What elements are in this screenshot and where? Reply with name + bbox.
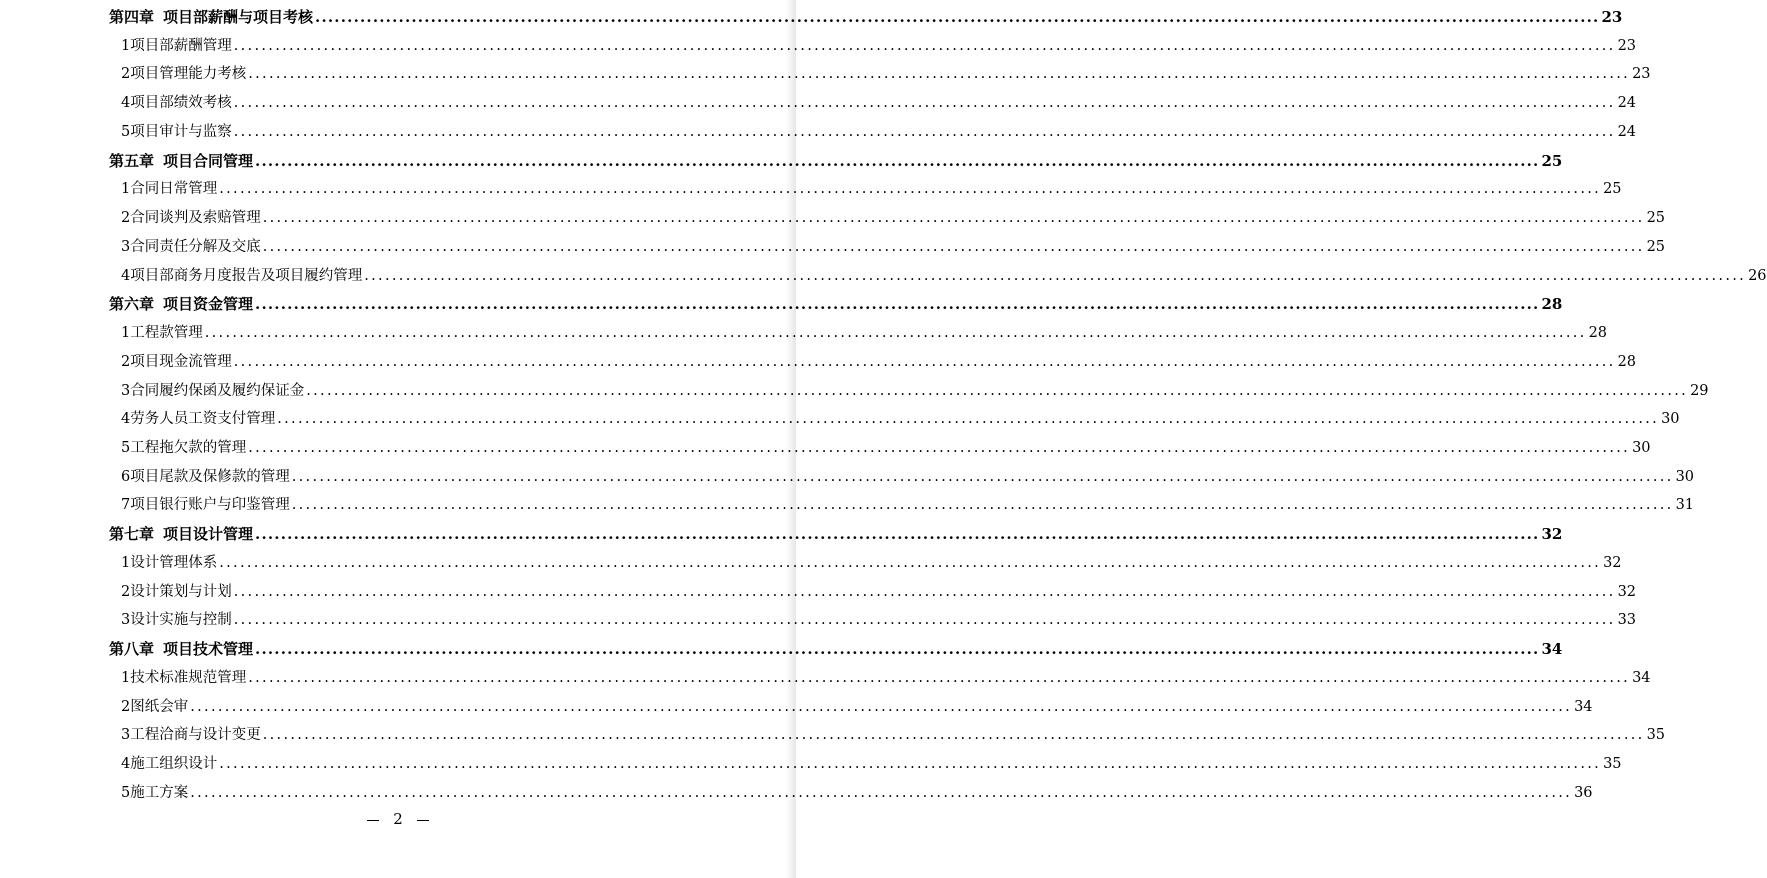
chapter-label: 第六章 — [109, 295, 155, 314]
section-number: 1 — [121, 37, 131, 54]
toc-section-entry[interactable] — [109, 491, 1695, 520]
toc-chapter-entry[interactable] — [109, 290, 1563, 319]
dot-leader: ........................................................................................................................................................................................................ — [255, 640, 1540, 659]
section-title: 技术标准规范管理 — [130, 669, 247, 686]
page-number: 30 — [1661, 411, 1680, 428]
section-number: 2 — [121, 210, 131, 227]
page-number: 25 — [1646, 210, 1666, 227]
chapter-title: 项目合同管理 — [163, 151, 254, 170]
toc-section-entry[interactable] — [109, 118, 1637, 147]
dot-leader: ........................................................................................................................................................................................................ — [262, 727, 1645, 744]
section-number: 4 — [121, 267, 131, 284]
dot-leader: ........................................................................................................................................................................................................ — [219, 756, 1602, 773]
section-number: 3 — [121, 727, 131, 744]
chapter-label: 第七章 — [109, 525, 155, 544]
chapter-label: 第八章 — [109, 640, 155, 659]
section-number: 3 — [121, 238, 131, 255]
page-number: 35 — [1646, 727, 1666, 744]
chapter-title: 项目部薪酬与项目考核 — [163, 8, 314, 26]
toc-section-entry[interactable] — [109, 750, 1622, 779]
section-title: 施工方案 — [130, 784, 189, 801]
chapter-heading — [109, 290, 253, 319]
dot-leader: ........................................................................................................................................................................................................ — [219, 554, 1602, 571]
section-number: 7 — [121, 497, 131, 514]
chapter-heading — [109, 3, 313, 32]
page-number: 35 — [1603, 756, 1622, 773]
toc-section-entry[interactable] — [109, 348, 1637, 377]
section-number: 3 — [121, 612, 131, 629]
toc-chapter-entry[interactable] — [109, 520, 1563, 549]
dot-leader: ........................................................................................................................................................................................................ — [233, 95, 1616, 112]
dot-leader: ........................................................................................................................................................................................................ — [364, 267, 1747, 284]
section-title: 合同履约保函及履约保证金 — [130, 382, 305, 399]
dot-leader: ........................................................................................................................................................................................................ — [255, 151, 1540, 170]
dot-leader: ........................................................................................................................................................................................................ — [233, 123, 1616, 140]
page-number: 32 — [1603, 554, 1622, 571]
page-number: 34 — [1574, 698, 1593, 715]
footer-page-number: 2 — [393, 810, 403, 828]
toc-section-entry[interactable] — [109, 578, 1637, 607]
page-number: 24 — [1617, 95, 1637, 112]
chapter-title: 项目设计管理 — [163, 525, 254, 544]
page-number: 30 — [1632, 440, 1651, 457]
section-title: 工程款管理 — [130, 325, 203, 342]
toc-section-entry[interactable] — [109, 721, 1666, 750]
section-number: 4 — [121, 411, 131, 428]
page-number: 34 — [1541, 640, 1563, 659]
section-title: 项目现金流管理 — [130, 353, 232, 370]
dot-leader: ........................................................................................................................................................................................................ — [233, 353, 1616, 370]
section-title: 项目管理能力考核 — [130, 66, 247, 83]
section-number: 2 — [121, 698, 131, 715]
toc-section-entry[interactable] — [109, 377, 1709, 406]
section-title: 项目审计与监察 — [130, 123, 232, 140]
section-title: 施工组织设计 — [130, 756, 218, 773]
toc-section-entry[interactable] — [109, 463, 1695, 492]
section-number: 4 — [121, 95, 131, 112]
section-number: 2 — [121, 66, 131, 83]
section-number: 1 — [121, 181, 131, 198]
toc-section-entry[interactable] — [109, 693, 1593, 722]
chapter-label: 第五章 — [109, 151, 155, 170]
toc-chapter-entry[interactable] — [109, 147, 1563, 176]
page-number: 33 — [1617, 612, 1637, 629]
section-number: 6 — [121, 468, 131, 485]
dot-leader: ........................................................................................................................................................................................................ — [262, 210, 1645, 227]
dot-leader: ........................................................................................................................................................................................................ — [233, 612, 1616, 629]
section-title: 工程洽商与设计变更 — [130, 727, 261, 744]
section-title: 合同责任分解及交底 — [130, 238, 261, 255]
dot-leader: ........................................................................................................................................................................................................ — [315, 8, 1600, 26]
page-number: 28 — [1541, 295, 1563, 314]
page-number: 31 — [1675, 497, 1695, 514]
chapter-heading — [109, 635, 253, 664]
dot-leader: ........................................................................................................................................................................................................ — [277, 411, 1660, 428]
section-title: 项目尾款及保修款的管理 — [130, 468, 290, 485]
toc-section-entry[interactable] — [109, 779, 1593, 808]
dot-leader: ........................................................................................................................................................................................................ — [248, 440, 1631, 457]
page-number: 24 — [1617, 123, 1637, 140]
section-number: 4 — [121, 756, 131, 773]
dot-leader: ........................................................................................................................................................................................................ — [248, 66, 1631, 83]
section-title: 项目部绩效考核 — [130, 95, 232, 112]
toc-section-entry[interactable] — [109, 319, 1608, 348]
section-title: 工程拖欠款的管理 — [130, 440, 247, 457]
toc-chapter-entry[interactable] — [109, 3, 1623, 32]
toc-section-entry[interactable] — [109, 664, 1651, 693]
section-number: 3 — [121, 382, 131, 399]
footer-dash-left — [367, 820, 379, 821]
toc-section-entry[interactable] — [109, 606, 1637, 635]
section-title: 项目部薪酬管理 — [130, 37, 232, 54]
dot-leader: ........................................................................................................................................................................................................ — [255, 295, 1540, 314]
page-number: 25 — [1603, 181, 1622, 198]
page-number: 28 — [1588, 325, 1608, 342]
section-title: 项目部商务月度报告及项目履约管理 — [130, 267, 363, 284]
chapter-heading — [109, 520, 253, 549]
page-number: 29 — [1690, 382, 1709, 399]
page-number: 25 — [1541, 151, 1563, 170]
toc-list — [109, 3, 1767, 808]
page-number: 32 — [1541, 525, 1563, 544]
table-of-contents — [109, 3, 1767, 808]
toc-section-entry[interactable] — [109, 233, 1666, 262]
toc-chapter-entry[interactable] — [109, 635, 1563, 664]
dot-leader: ........................................................................................................................................................................................................ — [291, 497, 1674, 514]
dot-leader: ........................................................................................................................................................................................................ — [255, 525, 1540, 544]
page-number: 23 — [1632, 66, 1651, 83]
section-number: 1 — [121, 669, 131, 686]
section-number: 2 — [121, 353, 131, 370]
chapter-title: 项目技术管理 — [163, 640, 254, 659]
dot-leader: ........................................................................................................................................................................................................ — [190, 698, 1573, 715]
toc-section-entry[interactable] — [109, 60, 1651, 89]
section-title: 设计实施与控制 — [130, 612, 232, 629]
dot-leader: ........................................................................................................................................................................................................ — [291, 468, 1674, 485]
chapter-label: 第四章 — [109, 8, 155, 26]
toc-section-entry[interactable] — [109, 434, 1651, 463]
footer-dash-right — [417, 820, 429, 821]
page-number: 23 — [1601, 8, 1623, 26]
section-title: 设计策划与计划 — [130, 583, 232, 600]
section-number: 5 — [121, 123, 131, 140]
toc-section-entry[interactable] — [109, 405, 1680, 434]
toc-section-entry[interactable] — [109, 204, 1666, 233]
section-title: 设计管理体系 — [130, 554, 218, 571]
page-number: 23 — [1617, 37, 1637, 54]
page-number: 25 — [1646, 238, 1666, 255]
section-title: 劳务人员工资支付管理 — [130, 411, 276, 428]
section-title: 合同日常管理 — [130, 181, 218, 198]
toc-section-entry[interactable] — [109, 549, 1622, 578]
section-number: 5 — [121, 784, 131, 801]
dot-leader: ........................................................................................................................................................................................................ — [219, 181, 1602, 198]
section-number: 5 — [121, 440, 131, 457]
section-number: 2 — [121, 583, 131, 600]
section-number: 1 — [121, 554, 131, 571]
page-number: 32 — [1617, 583, 1637, 600]
chapter-title: 项目资金管理 — [163, 295, 254, 314]
dot-leader: ........................................................................................................................................................................................................ — [190, 784, 1573, 801]
page-number: 34 — [1632, 669, 1651, 686]
section-number: 1 — [121, 325, 131, 342]
toc-section-entry[interactable] — [109, 89, 1637, 118]
dot-leader: ........................................................................................................................................................................................................ — [306, 382, 1689, 399]
dot-leader: ........................................................................................................................................................................................................ — [233, 583, 1616, 600]
page-number: 36 — [1574, 784, 1593, 801]
page-number: 26 — [1748, 267, 1767, 284]
dot-leader: ........................................................................................................................................................................................................ — [204, 325, 1587, 342]
dot-leader: ........................................................................................................................................................................................................ — [233, 37, 1616, 54]
section-title: 项目银行账户与印鉴管理 — [130, 497, 290, 514]
page-number: 28 — [1617, 353, 1637, 370]
dot-leader: ........................................................................................................................................................................................................ — [262, 238, 1645, 255]
toc-section-entry[interactable] — [109, 175, 1622, 204]
toc-section-entry[interactable] — [109, 32, 1637, 61]
chapter-heading — [109, 147, 253, 176]
dot-leader: ........................................................................................................................................................................................................ — [248, 669, 1631, 686]
toc-section-entry[interactable] — [109, 262, 1767, 291]
section-title: 图纸会审 — [130, 698, 189, 715]
page-footer — [0, 810, 796, 828]
section-title: 合同谈判及索赔管理 — [130, 210, 261, 227]
page-number: 30 — [1675, 468, 1695, 485]
